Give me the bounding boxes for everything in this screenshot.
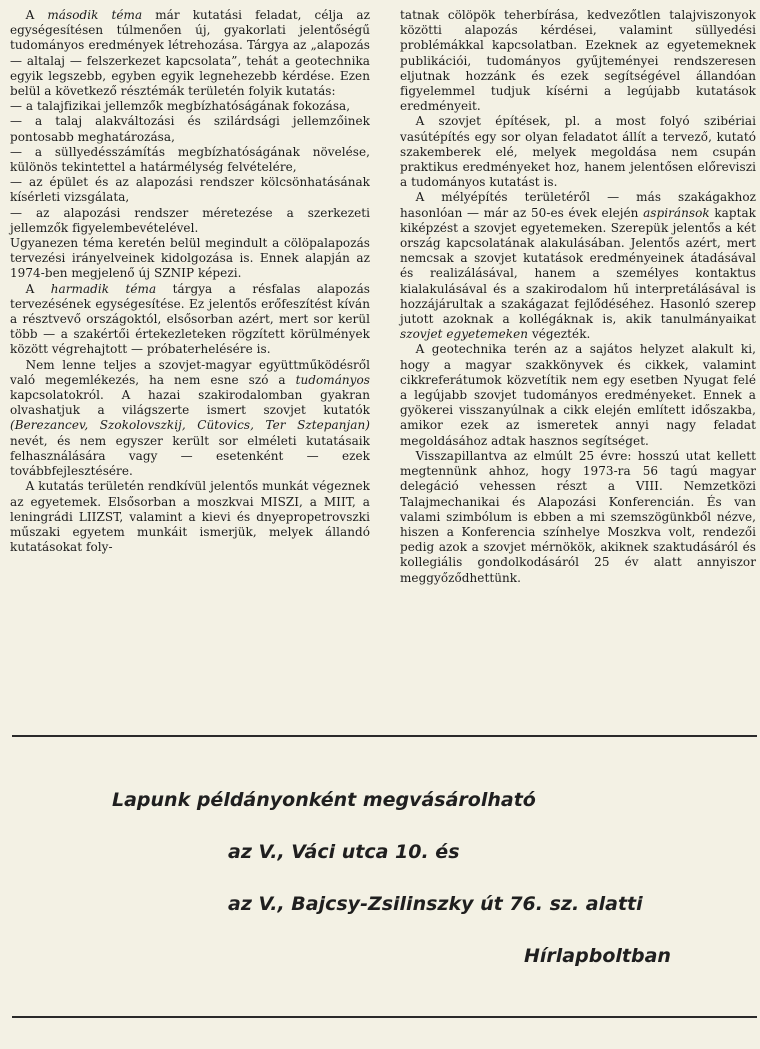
top-divider <box>12 735 757 737</box>
paragraph <box>10 479 370 555</box>
paragraph <box>10 358 370 480</box>
list-item <box>10 175 370 205</box>
emphasis-text: tudományos <box>295 372 370 387</box>
text-run: tárgya a résfalas alapozás tervezésének egységesítése. Ez jelentős erőfeszítést kíván a résztvevő országoktól, elsősorban azért, mert sor kerül több — a szakértői értekezleteken rögzített körülmények között végrehajtott — próbaterhelésére is. <box>10 281 370 357</box>
paragraph <box>400 190 756 342</box>
bottom-divider <box>12 1016 757 1018</box>
left-column <box>10 8 370 555</box>
emphasis-text: aspiránsok <box>643 205 710 220</box>
text-run: A geotechnika terén az a sajátos helyzet alakult ki, hogy a magyar szakkönyvek és cikkek, valamint cikkreferátumok közvetítik nem egy esetben Nyugat felé a legújabb szovjet tudományos eredményeket. Ennek a gyökerei visszanyúlnak a cikk elején említett időszakba, amikor ezek az ismeretek annyi nagy feladat megoldásához adtak hasznos segítséget. <box>400 342 756 448</box>
list-item <box>10 99 370 114</box>
list-item <box>10 114 370 144</box>
text-run: Nem lenne teljes a szovjet-magyar együttműködésről való megemlékezés, ha nem esne szó a <box>10 357 370 387</box>
text-run: kaptak kiképzést a szovjet egyetemeken. Szerepük jelentős a két ország kapcsolatának alakulásában. Jelentős azért, mert nemcsak a szovjet kutatások eredményeinek átadásával és realizálásával, hanem a személyes kontaktus kialakulásával és a szakirodalom hű interpretálásával is hozzájárultak a szakágazat fejlődéséhez. Hasonló szerep jutott azoknak a kollégáknak is, akik tanulmányaikat <box>400 205 756 327</box>
article-columns <box>10 0 758 690</box>
text-run: Visszapillantva az elmúlt 25 évre: hosszú utat kellett megtennünk ahhoz, hogy 1973-ra 56 tagú magyar delegáció vehessen részt a VIII. Nemzetközi Talajmechanikai és Alapozási Konferencián. És van valami szimbólum is ebben a mi szemszögünkből nézve, hiszen a Konferencia színhelye Moszkva volt, rendezői pedig azok a szovjet mérnökök, akiknek szaktudásáról és kollegiális gondolkodásáról 25 év alatt annyiszor meggyőződhettünk. <box>400 448 756 585</box>
text-run: tatnak cölöpök teherbírása, kedvezőtlen talajviszonyok közötti alapozás kérdései, valamint süllyedési problémákkal kapcsolatban. Ezeknek az egyetemeknek publikációi, tudományos gyűjteményei rendszeresen eljutnak hozzánk és ezek segítségével állandóan figyelemmel tudjuk kísérni a legújabb kutatások eredményeit. <box>400 8 756 114</box>
text-run: nevét, és nem egyszer került sor elméleti kutatásaik felhasználására vagy — esetenként — ezek továbbfejlesztésére. <box>10 433 370 479</box>
list-item-text: — a süllyedésszámítás megbízhatóságának növelése, különös tekintettel a határmélység felvételére, <box>10 144 370 175</box>
notice-line-3: az V., Bajcsy-Zsilinszky út 76. sz. alatti <box>228 893 643 915</box>
right-column <box>400 8 756 586</box>
text-run: végezték. <box>528 327 591 342</box>
paragraph <box>400 8 756 114</box>
paragraph <box>400 449 756 586</box>
list-item-text: — az épület és az alapozási rendszer kölcsönhatásának kísérleti vizsgálata, <box>10 175 370 205</box>
emphasis-text: (Berezancev, Szokolovszkij, Cütovics, Ter Sztepanjan) <box>10 418 370 433</box>
notice-line-1: Lapunk példányonként megvásárolható <box>112 789 536 811</box>
list-item-text: — a talajfizikai jellemzők megbízhatóságának fokozása, <box>10 99 351 114</box>
text-run: már kutatási feladat, célja az egységesítésen túlmenően új, gyakorlati jelentőségű tudományos eredmények létrehozása. Tárgya az „alapozás — altalaj — felszerkezet kapcsolata”, tehát a geotechnika egyik legszebb, egyben egyik legnehezebb kérdése. Ezen belül a következő résztémák területén folyik kutatás: <box>10 8 370 99</box>
list-item <box>10 145 370 175</box>
text-run: A kutatás területén rendkívül jelentős munkát végeznek az egyetemek. Elsősorban a moszkvai MISZI, a MIIT, a leningrádi LIIZST, valamint a kievi és dnyepropetrovszki műszaki egyetem munkáit ismerjük, melyek állandó kutatásokat foly- <box>10 479 370 555</box>
notice-line-4: Hírlapboltban <box>524 945 671 967</box>
paragraph <box>10 236 370 282</box>
list-item-text: — a talaj alakváltozási és szilárdsági jellemzőinek pontosabb meghatározása, <box>10 114 370 144</box>
emphasis-text: második téma <box>47 8 143 22</box>
text-run: A <box>25 281 51 296</box>
emphasis-text: szovjet egyetemeken <box>400 327 529 342</box>
paragraph <box>400 114 756 190</box>
paragraph <box>10 282 370 358</box>
paragraph <box>10 8 370 99</box>
text-run: kapcsolatokról. A hazai szakirodalomban gyakran olvashatjuk a világszerte ismert szovjet kutatók <box>10 388 370 418</box>
text-run: A szovjet építések, pl. a most folyó szibériai vasútépítés egy sor olyan feladatot állít a tervező, kutató szakemberek elé, melyek megoldása nem csupán praktikus eredményeket hoz, hanem jelentősen előreviszi a tudományos kutatást is. <box>400 114 756 190</box>
text-run: A mélyépítés területéről — más szakágakhoz hasonlóan — már az 50-es évek elején <box>400 190 756 220</box>
notice-line-2: az V., Váci utca 10. és <box>228 841 460 863</box>
list-item-text: — az alapozási rendszer méretezése a szerkezeti jellemzők figyelembevételével. <box>10 205 370 235</box>
text-run: A <box>25 8 48 22</box>
text-run: Ugyanezen téma keretén belül megindult a cölöpalapozás tervezési irányelveinek kidolgozása is. Ennek alapján az 1974-ben megjelenő új SZNIP képezi. <box>10 236 370 281</box>
list-item <box>10 206 370 236</box>
emphasis-text: harmadik téma <box>50 281 157 296</box>
paragraph <box>400 342 756 448</box>
